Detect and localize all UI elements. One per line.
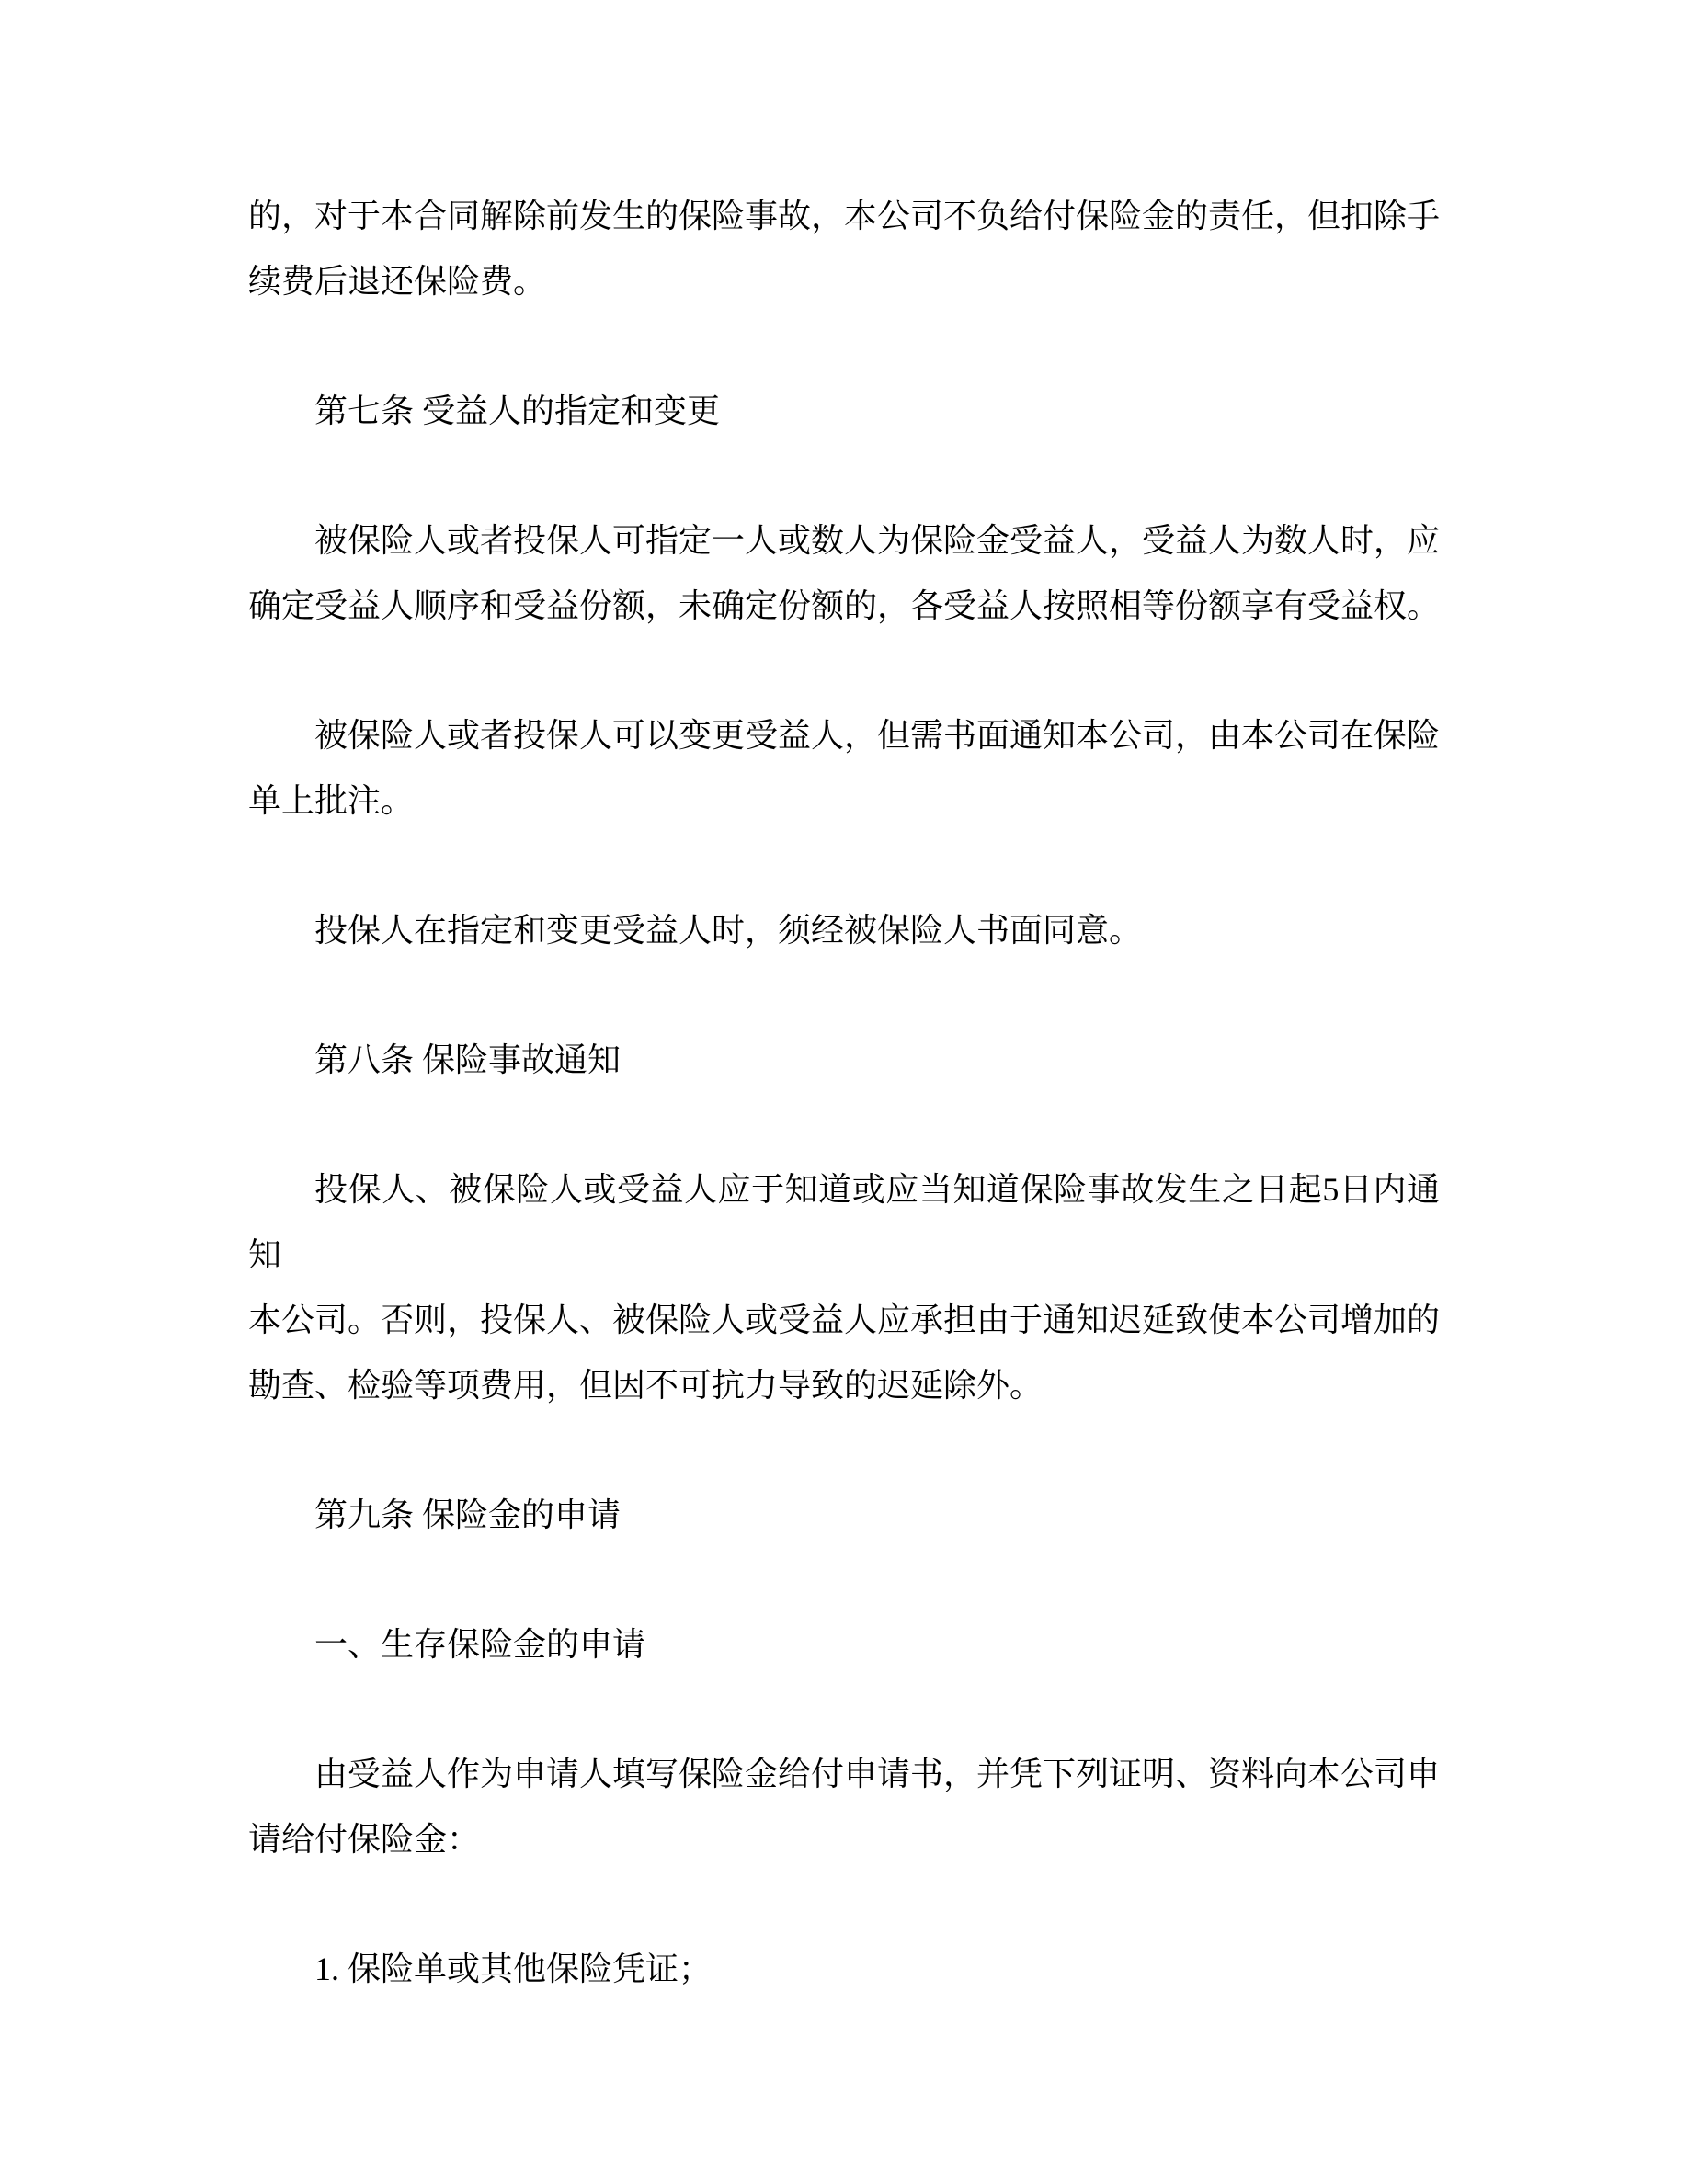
text-line: 勘查、检验等项费用，但因不可抗力导致的迟延除外。 bbox=[248, 1367, 1044, 1404]
text-line: 投保人、被保险人或受益人应于知道或应当知道保险事故发生之日起5日内通知 bbox=[248, 1171, 1440, 1273]
text-line: 1. 保险单或其他保险凭证； bbox=[314, 1951, 713, 1987]
paragraph bbox=[248, 1742, 1440, 1872]
paragraph bbox=[248, 1157, 1440, 1418]
section-subheading bbox=[248, 1612, 1440, 1678]
text-line: 被保险人或者投保人可指定一人或数人为保险金受益人，受益人为数人时，应 bbox=[314, 522, 1441, 559]
text-line: 第九条 保险金的申请 bbox=[314, 1496, 622, 1533]
paragraph bbox=[248, 898, 1440, 963]
text-line: 单上批注。 bbox=[248, 782, 415, 819]
document-body bbox=[248, 184, 1440, 2002]
text-line: 投保人在指定和变更受益人时，须经被保险人书面同意。 bbox=[314, 912, 1143, 949]
text-line: 的，对于本合同解除前发生的保险事故，本公司不负给付保险金的责任，但扣除手 bbox=[248, 198, 1441, 234]
text-line: 确定受益人顺序和受益份额，未确定份额的，各受益人按照相等份额享有受益权。 bbox=[248, 587, 1441, 624]
text-line: 被保险人或者投保人可以变更受益人，但需书面通知本公司，由本公司在保险 bbox=[314, 717, 1441, 754]
paragraph bbox=[248, 184, 1440, 314]
list-item bbox=[248, 1937, 1440, 2002]
text-line: 续费后退还保险费。 bbox=[248, 263, 547, 300]
text-line: 第七条 受益人的指定和变更 bbox=[314, 392, 721, 429]
text-line: 请给付保险金： bbox=[248, 1821, 481, 1858]
text-line: 本公司。否则，投保人、被保险人或受益人应承担由于通知迟延致使本公司增加的 bbox=[248, 1302, 1441, 1338]
article-heading bbox=[248, 379, 1440, 444]
text-line: 由受益人作为申请人填写保险金给付申请书，并凭下列证明、资料向本公司申 bbox=[314, 1756, 1441, 1792]
text-line: 第八条 保险事故通知 bbox=[314, 1041, 622, 1078]
paragraph bbox=[248, 703, 1440, 834]
article-heading bbox=[248, 1028, 1440, 1093]
article-heading bbox=[248, 1483, 1440, 1548]
paragraph bbox=[248, 508, 1440, 639]
text-line: 一、生存保险金的申请 bbox=[314, 1626, 646, 1663]
